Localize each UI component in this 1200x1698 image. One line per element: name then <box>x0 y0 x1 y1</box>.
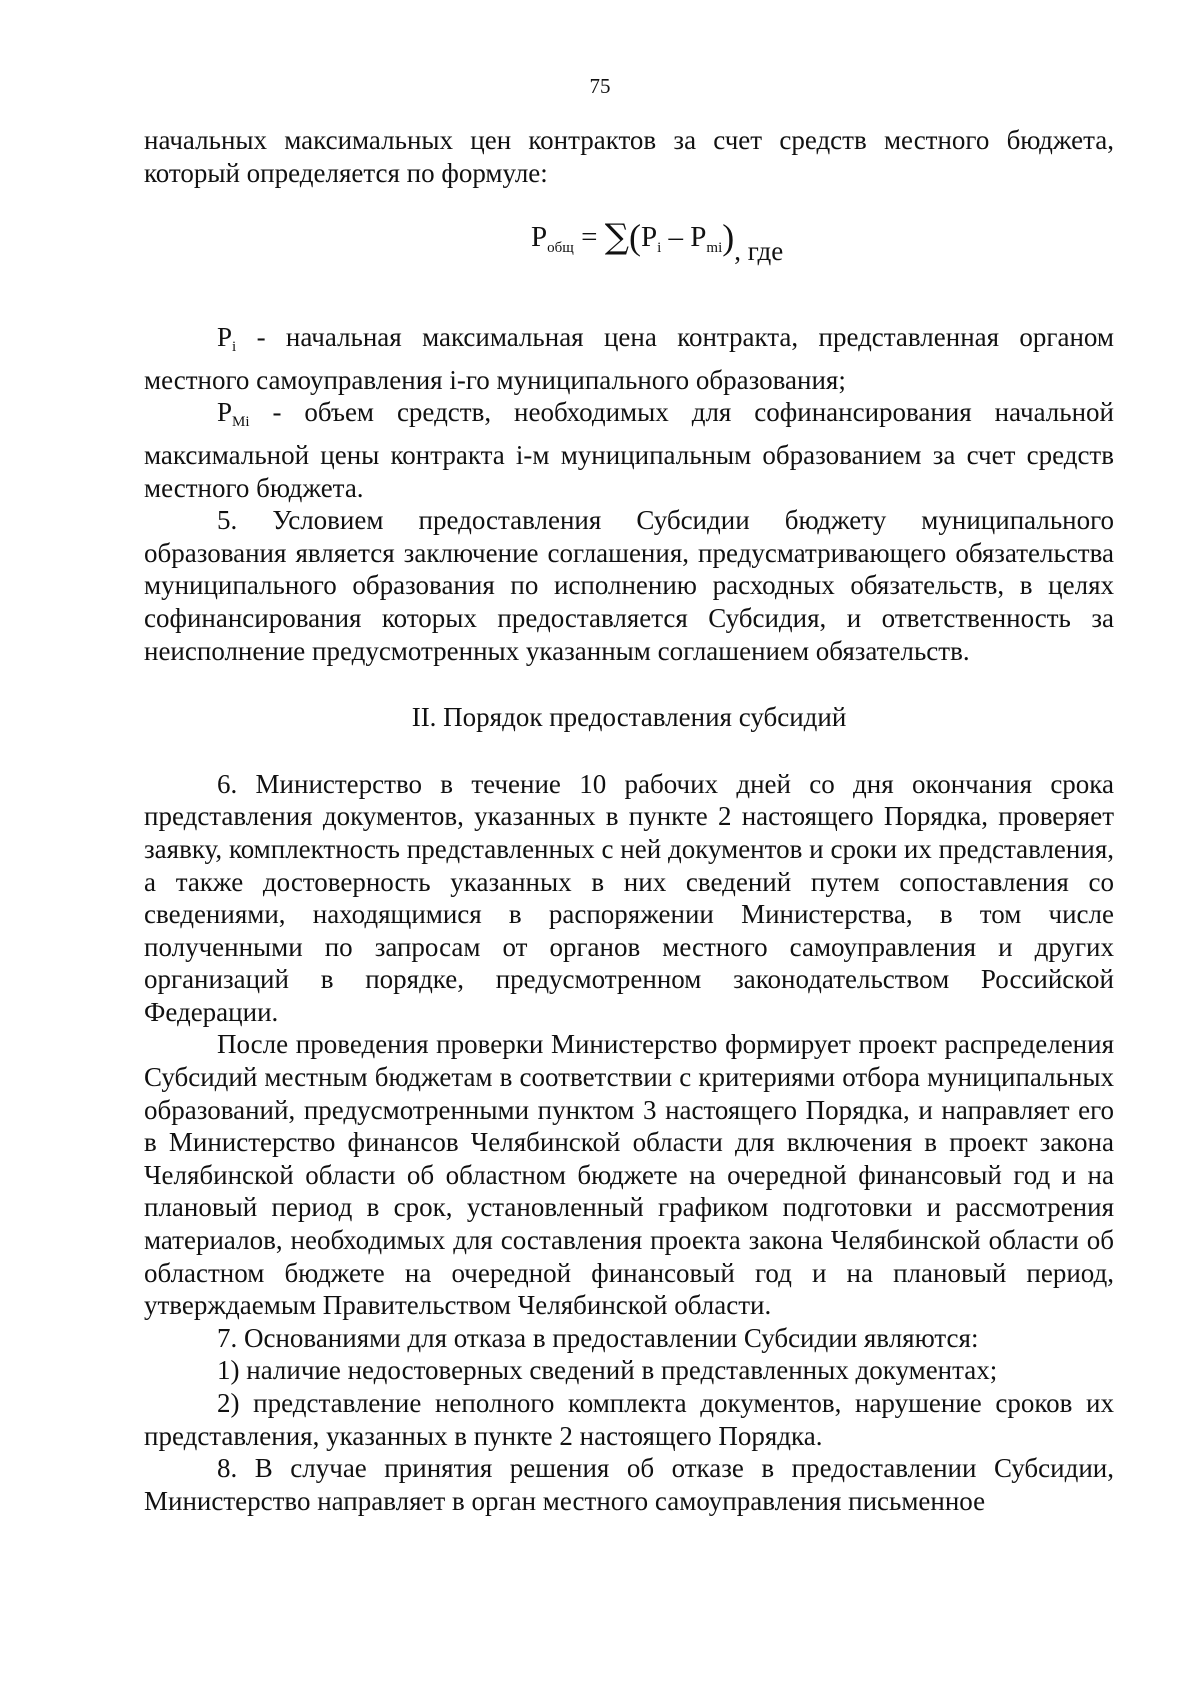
formula-tail: , где <box>734 236 784 267</box>
formula-close-paren: ) <box>722 217 735 258</box>
section-heading: II. Порядок предоставления субсидий <box>411 702 847 733</box>
paragraph-8: 8. В случае принятия решения об отказе в предоставлении Субсидии, Министерство направляет в орган местного самоуправления письменное <box>144 1453 1114 1516</box>
formula-block <box>144 209 1114 287</box>
sigma-symbol: ∑ <box>604 217 629 258</box>
page-number: 75 <box>589 74 611 98</box>
paragraph-6: 6. Министерство в течение 10 рабочих дней со дня окончания срока представления документов, указанных в пункте 2 настоящего Порядка, проверяет заявку, комплектность представленных с ней документов и сроки их представления, а также достоверность указанных в них сведений путем сопоставления со сведениями, находящимися в распоряжении Министерства, в том числе полученными по запросам от органов местного самоуправления и других организаций в порядке, предусмотренном законодательством Российской Федерации. <box>144 768 1114 1027</box>
definition-pmi-sub: Mi <box>232 414 250 431</box>
paragraph-7: 7. Основаниями для отказа в предоставлении Субсидии являются: <box>217 1322 979 1353</box>
definition-pmi <box>144 396 1114 504</box>
formula-lhs: P <box>531 221 548 254</box>
formula-term1-sub: i <box>657 240 662 257</box>
definition-pi-symbol: P <box>217 322 233 353</box>
intro-paragraph: начальных максимальных цен контрактов за счет средств местного бюджета, который определяется по формуле: <box>144 125 1114 188</box>
formula-open-paren: ( <box>628 217 641 258</box>
formula-equals: = <box>581 221 598 254</box>
formula-lhs-sub: общ <box>547 240 574 257</box>
formula-minus: – <box>668 221 684 254</box>
document-body <box>144 124 1114 1517</box>
definition-pi <box>144 321 1114 396</box>
paragraph-7-item-1: 1) наличие недостоверных сведений в представленных документах; <box>217 1355 998 1386</box>
formula-term2-sub: mi <box>706 240 723 257</box>
definition-pi-text: - начальная максимальная цена контракта, представленная органом местного самоуправления i-го муниципального образования; <box>144 322 1114 395</box>
sum-formula <box>531 217 784 268</box>
definition-pi-sub: i <box>232 339 237 356</box>
formula-term1: P <box>640 221 658 254</box>
definition-pmi-text: - объем средств, необходимых для софинансирования начальной максимальной цены контракта i-м муниципальным образованием за счет средств местного бюджета. <box>144 397 1114 503</box>
paragraph-after-check: После проведения проверки Министерство формирует проект распределения Субсидий местным бюджетам в соответствии с критериями отбора муниципальных образований, предусмотренными пунктом 3 настоящего Порядка, и направляет его в Министерство финансов Челябинской области для включения в проект закона Челябинской области об областном бюджете на очередной финансовый год и на плановый период в срок, установленный графиком подготовки и рассмотрения материалов, необходимых для составления проекта закона Челябинской области об областном бюджете на очередной финансовый год и на плановый период, утверждаемым Правительством Челябинской области. <box>144 1029 1114 1321</box>
definition-pmi-symbol: P <box>217 397 233 428</box>
formula-term2: P <box>690 221 707 254</box>
paragraph-5: 5. Условием предоставления Субсидии бюджету муниципального образования является заключение соглашения, предусматривающего обязательства муниципального образования по исполнению расходных обязательств, в целях софинансирования которых предоставляется Субсидия, и ответственность за неисполнение предусмотренных указанным соглашением обязательств. <box>144 505 1114 666</box>
paragraph-7-item-2: 2) представление неполного комплекта документов, нарушение сроков их представления, указанных в пункте 2 настоящего Порядка. <box>144 1388 1114 1451</box>
